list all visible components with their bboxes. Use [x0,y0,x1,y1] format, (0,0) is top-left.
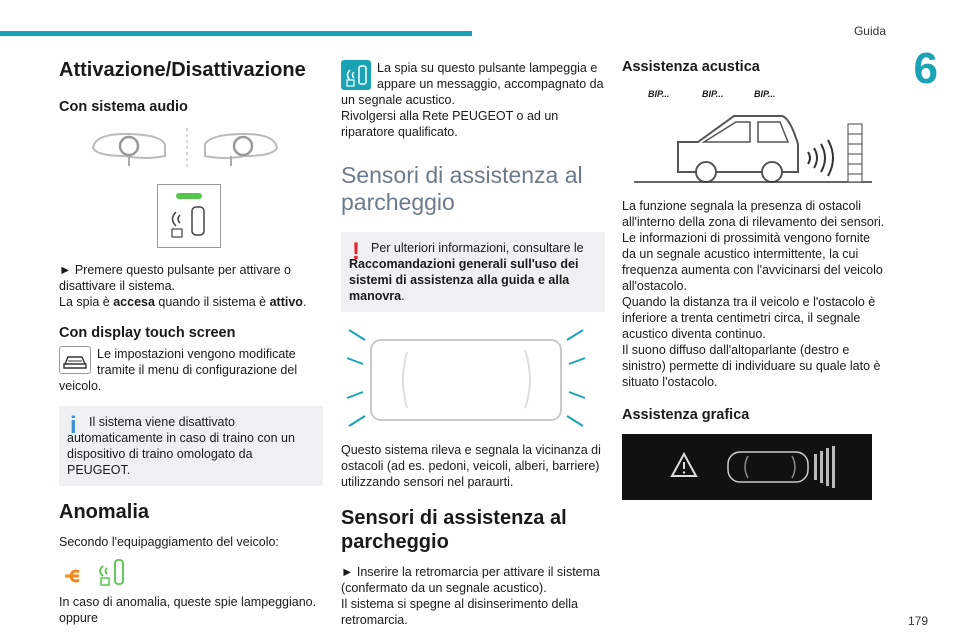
graphic-assist-display [622,434,872,500]
bip-label-2: BIP... [702,89,724,99]
lamp-text-end: . [302,295,307,309]
off-text: Il sistema si spegne al disinserimento della retromarcia. [341,597,578,627]
warning-link-text: Raccomandazioni generali sull'uso dei sistemi di assistenza alla guida e alla manovra [349,257,579,303]
lamp-active-word: attivo [269,295,303,309]
contact-text: Rivolgersi alla Rete PEUGEOT o ad un riparatore qualificato. [341,109,559,139]
column-1 [59,52,323,626]
acoustic-heading: Assistenza acustica [622,59,760,75]
page-number: 179 [907,614,928,628]
bip-label-1: BIP... [648,89,670,99]
warning-note [341,232,605,312]
anomaly-icons [61,558,323,588]
distance-text: Quando la distanza tra il veicolo e l'ostacolo è inferiore a trenta centimetri circa, il segnale acustico diventa continuo. [622,295,876,341]
press-button-text: ► Premere questo pulsante per attivare o disattivare il sistema. [59,263,291,293]
reverse-text: ► Inserire la retromarcia per attivare il sistema (confermato da un segnale acustico). [341,565,600,595]
detect-text: Questo sistema rileva e segnala la vicinanza di ostacoli (ad es. pedoni, veicoli, alberi, barriere) utilizzando sensori nel paraurti. [341,443,601,489]
speaker-text: Il suono diffuso dall'altoparlante (destro e sinistro) permette di individuare su quale lato è situato l'ostacolo. [622,343,881,389]
presence-text: La funzione segnala la presenza di ostacoli all'interno della zona di rilevamento dei sensori. [622,199,885,229]
park-assist-button-illustration [157,184,221,248]
touch-text: Le impostazioni vengono modificate tramite il menu di configurazione del veicolo. [59,347,298,393]
lamp-text-prefix: La spia è [59,295,114,309]
audio-heading: Con sistema audio [59,99,188,115]
oppure-text: oppure [59,611,98,625]
anomaly-intro: Secondo l'equipaggiamento del veicolo: [59,535,279,549]
touch-heading: Con display touch screen [59,325,236,341]
warning-icon: ! [352,238,360,265]
column-2 [341,60,605,628]
chapter-number: 6 [913,44,938,93]
column-3 [622,58,886,500]
warning-note-text [349,240,597,304]
touch-paragraph [59,346,323,394]
flash-paragraph [341,60,605,108]
proximity-text: Le informazioni di prossimità vengono fornite da un segnale acustico intermittente, la cui frequenza aumenta con l'avvicinarsi del veicolo all'ostacolo. [622,231,883,293]
warning-end: . [401,289,405,303]
anomaly-title: Anomalia [59,501,150,523]
info-note-text: Il sistema viene disattivato automaticamente in caso di traino con un dispositivo di traino omologato da PEUGEOT. [67,415,295,477]
lamp-text-mid: quando il sistema è [154,295,270,309]
section-name: Guida [853,24,886,38]
header-accent-bar [0,31,472,36]
graphic-heading: Assistenza grafica [622,407,750,423]
lamp-status-text [59,294,323,310]
acoustic-illustration [622,86,886,186]
sensors-section-title: Sensori di assistenza al parcheggio [341,162,583,215]
warning-intro: Per ulteriori informazioni, consultare le [371,241,584,255]
bip-label-3: BIP... [754,89,776,99]
lamp-on-word: accesa [113,295,155,309]
vehicle-settings-icon [59,346,91,374]
info-note [59,406,323,486]
anomaly-text: In caso di anomalia, queste spie lampeggiano. [59,595,317,609]
flash-text: La spia su questo pulsante lampeggia e appare un messaggio, accompagnato da un segnale acustico. [341,61,604,107]
sensors-top-view-illustration [341,326,605,430]
info-icon: i [70,412,77,439]
rear-sensors-title: Sensori di assistenza al parcheggio [341,507,567,553]
park-assist-warning-icon [341,60,371,90]
mirrors-illustration [59,126,323,178]
activation-title: Attivazione/Disattivazione [59,59,306,81]
